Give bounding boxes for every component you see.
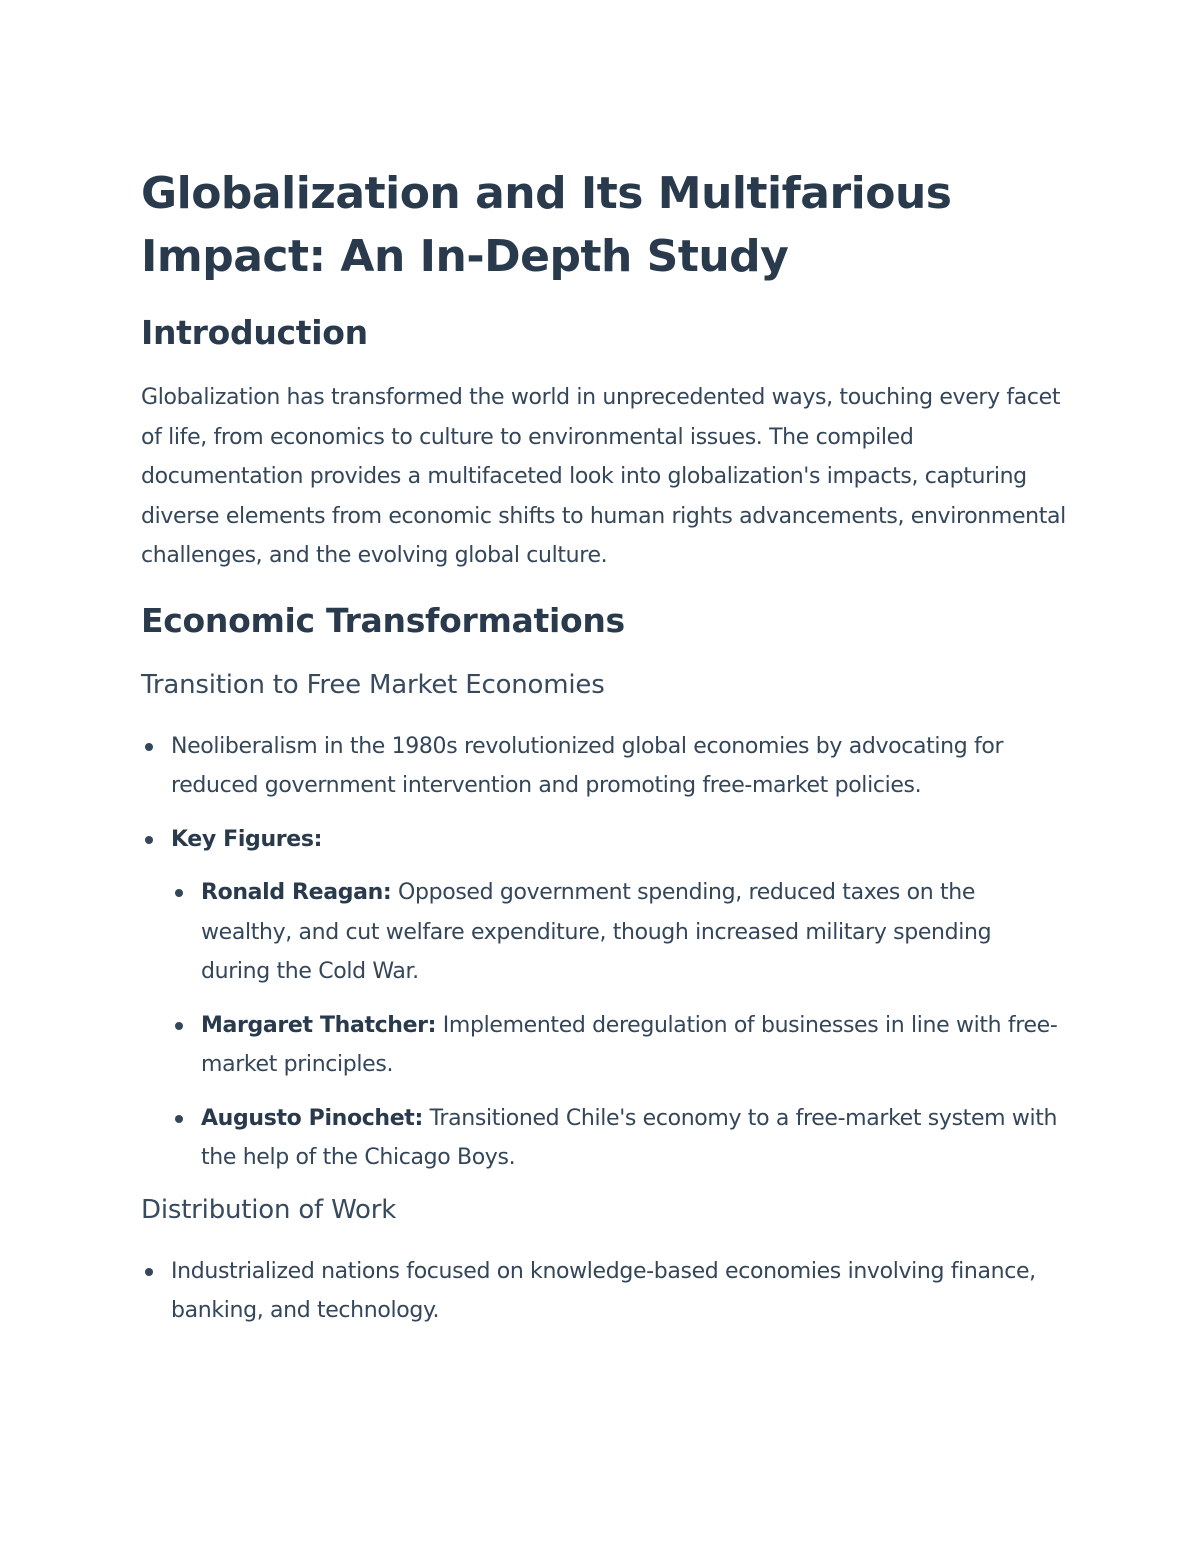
list-item-text: Industrialized nations focused on knowledge-based economies involving finance, banking, and technology. — [171, 1258, 1036, 1323]
free-market-list — [141, 727, 1066, 1178]
list-item — [141, 727, 1066, 806]
figure-name: Ronald Reagan: — [201, 880, 392, 905]
list-item — [171, 873, 1066, 992]
figure-description: Opposed government spending, reduced taxes on the wealthy, and cut welfare expenditure, though increased military spending during the Cold War. — [201, 880, 992, 984]
key-figures-label: Key Figures: — [171, 826, 323, 852]
section-heading-introduction: Introduction — [141, 313, 368, 352]
figure-name: Margaret Thatcher: — [201, 1012, 437, 1038]
subsection-heading-distribution: Distribution of Work — [141, 1194, 397, 1225]
list-item-key-figures — [141, 820, 1066, 1178]
figure-description: Implemented deregulation of businesses in line with free-market principles. — [201, 1012, 1058, 1077]
list-item — [141, 1252, 1066, 1331]
introduction-paragraph: Globalization has transformed the world in unprecedented ways, touching every facet of life, from economics to culture to environmental issues. The compiled documentation provides a multifaceted look into globalization's impacts, capturing diverse elements from economic shifts to human rights advancements, environmental challenges, and the evolving global culture. — [141, 385, 1066, 568]
list-item — [171, 1006, 1066, 1085]
document-title: Globalization and Its Multifarious Impact: An In-Depth Study — [141, 168, 952, 282]
distribution-list — [141, 1252, 1066, 1331]
figure-description: Transitioned Chile's economy to a free-market system with the help of the Chicago Boys. — [201, 1105, 1058, 1170]
figure-name: Augusto Pinochet: — [201, 1105, 423, 1131]
key-figures-list — [171, 873, 1066, 1178]
list-item-text: Neoliberalism in the 1980s revolutionized global economies by advocating for reduced government intervention and promoting free-market policies. — [171, 733, 1004, 798]
section-heading-economic: Economic Transformations — [141, 600, 625, 640]
document-page — [141, 162, 1066, 1331]
subsection-heading-free-market: Transition to Free Market Economies — [141, 669, 605, 700]
list-item — [171, 1099, 1066, 1178]
